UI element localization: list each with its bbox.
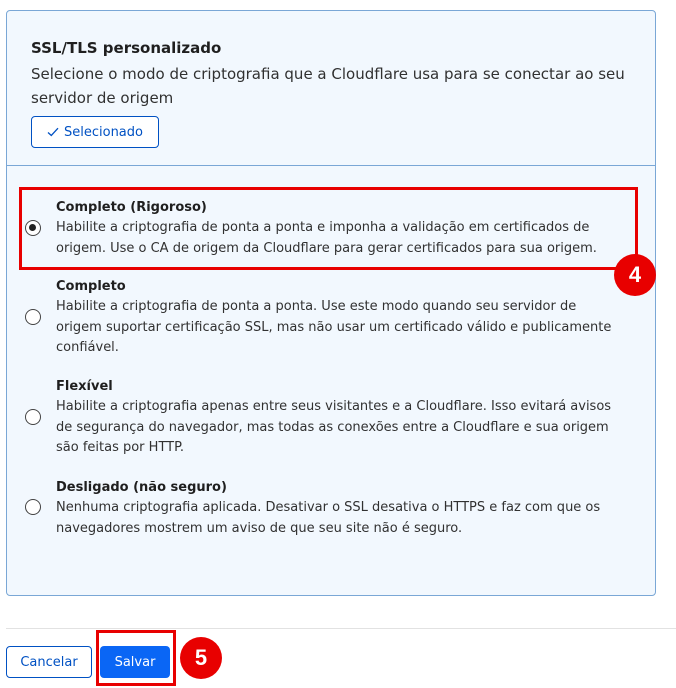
cancel-button[interactable]: Cancelar <box>6 646 92 678</box>
option-description: Habilite a criptografia de ponta a ponta e imponha a validação em certificados de origem. Use o CA de origem da Cloudflare para gerar certificados para sua origem. <box>56 220 597 256</box>
card-header <box>7 11 655 166</box>
check-icon <box>47 127 59 137</box>
selected-button-label: Selecionado <box>64 124 143 140</box>
footer-divider <box>6 628 676 629</box>
option-description: Habilite a criptografia de ponta a ponta. Use este modo quando seu servidor de origem suportar certificação SSL, mas não usar um certificado válido e publicamente confiável. <box>56 299 612 355</box>
save-button[interactable]: Salvar <box>100 646 170 678</box>
radio-off[interactable] <box>25 499 41 515</box>
card-title: SSL/TLS personalizado <box>31 39 222 57</box>
annotation-highlight-save <box>96 630 176 686</box>
option-title: Completo (Rigoroso) <box>56 200 207 215</box>
option-title: Desligado (não seguro) <box>56 480 227 495</box>
card-description: Selecione o modo de criptografia que a Cloudflare usa para se conectar ao seu servidor de origem <box>31 65 625 107</box>
annotation-highlight-strict <box>19 187 638 270</box>
step-badge-4: 4 <box>614 254 656 296</box>
radio-full[interactable] <box>25 309 41 325</box>
option-title: Flexível <box>56 379 113 394</box>
selected-button[interactable] <box>31 116 159 148</box>
option-description: Nenhuma criptografia aplicada. Desativar o SSL desativa o HTTPS e faz com que os navegadores mostrem um aviso de que seu site não é seguro. <box>56 500 601 536</box>
radio-flexible[interactable] <box>25 409 41 425</box>
option-description: Habilite a criptografia apenas entre seus visitantes e a Cloudflare. Isso evitará avisos de segurança do navegador, mas todas as conexões entre a Cloudflare e sua origem são feitas por HTTP. <box>56 399 612 455</box>
option-title: Completo <box>56 279 126 294</box>
step-badge-5: 5 <box>180 637 222 679</box>
